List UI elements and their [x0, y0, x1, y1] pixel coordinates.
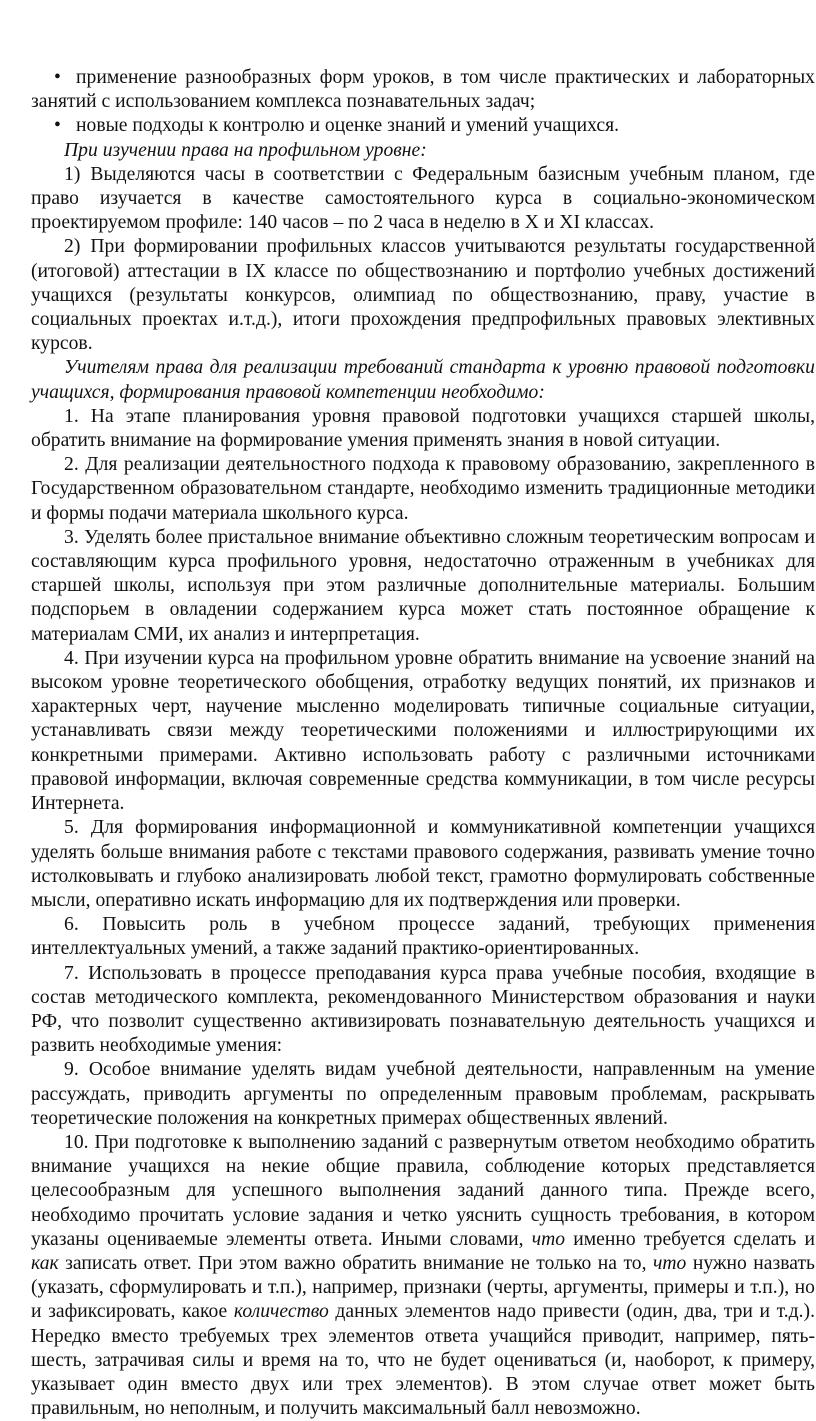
item10-text: 10. При подготовке к выполнению заданий с развернутым ответом необходимо обратить внимание учащихся на некие общие правила, соблюдение которых представляется целесообразным для успешного выполнения заданий данного типа. Прежде всего, необходимо прочитать условие задания и четко уяснить сущность требования, в котором указаны оцениваемые элементы ответа. Иными словами, — [31, 1131, 815, 1250]
teachers-heading: Учителям права для реализации требований стандарта к уровню правовой подготовки учащихся, формирования правовой компетенции необходимо: — [31, 357, 815, 403]
recommendation-4: 4. При изучении курса на профильном уровне обратить внимание на усвоение знаний на высоком уровне теоретического обобщения, отработку ведущих понятий, их признаков и характерных черт, научение мысленно моделировать типичные социальные ситуации, устанавливать связи между теоретическими положениями и иллюстрирующими их конкретными примерами. Активно использовать работу с различными источниками правовой информации, включая современные средства коммуникации, в том числе ресурсы Интернета. — [31, 647, 815, 815]
recommendation-2: 2. Для реализации деятельностного подхода к правовому образованию, закрепленного в Государственном образовательном стандарте, необходимо изменить традиционные методики и формы подачи материала школьного курса. — [31, 454, 815, 524]
profile-item-1 — [31, 163, 815, 236]
recommendation-7: 7. Использовать в процессе преподавания курса права учебные пособия, входящие в состав методического комплекта, рекомендованного Министерством образования и науки РФ, что позволит существенно активизировать познавательную деятельность учащихся и развить необходимые умения: — [31, 962, 815, 1057]
bullet-icon: • — [54, 115, 61, 137]
item10-emphasis-quantity: количество — [233, 1301, 329, 1323]
bullet-item-forms — [31, 66, 815, 114]
item10-text: записать ответ. При этом важно обратить внимание не только на то, — [58, 1252, 653, 1274]
profile-item-text: При формировании профильных классов учитываются результаты государственной (итоговой) аттестации в IX классе по обществознанию и портфолио учебных достижений учащихся (результаты конкурсов, олимпиад по обществознанию, праву, участие в социальных проектах и.т.д.), итоги прохождения предпрофильных правовых элективных курсов. — [31, 236, 815, 355]
item10-text: нужно назвать (указать, сформулировать и т.п.), например, признаки (черты, аргументы, примеры и т.п.), но и зафиксировать, какое — [31, 1252, 815, 1323]
bullet-text: новые подходы к контролю и оценке знаний и умений учащихся. — [76, 115, 620, 137]
item10-emphasis-what: что — [531, 1228, 566, 1250]
item10-emphasis-how: как — [31, 1252, 59, 1274]
bullet-item-control — [31, 114, 815, 138]
recommendation-3: 3. Уделять более пристальное внимание объективно сложным теоретическим вопросам и составляющим курса профильного уровня, недостаточно отраженным в учебниках для старшей школы, используя при этом различные дополнительные материалы. Большим подспорьем в овладении содержанием курса может стать постоянное обращение к материалам СМИ, их анализ и интерпретация. — [31, 526, 815, 645]
recommendation-9: 9. Особое внимание уделять видам учебной деятельности, направленным на умение рассуждать, приводить аргументы по определенным правовым проблемам, раскрывать теоретические положения на конкретных примерах общественных явлений. — [31, 1059, 815, 1129]
bullet-icon: • — [54, 67, 61, 88]
profile-item-number: 2) — [64, 236, 81, 258]
recommendation-5: 5. Для формирования информационной и коммуникативной компетенции учащихся уделять больше внимания работе с текстами правового содержания, развивать умение точно истолковывать и глубоко анализировать любой текст, грамотно формулировать собственные мысли, оперативно искать информацию для их подтверждения или проверки. — [31, 817, 815, 911]
item10-emphasis-what: что — [653, 1252, 687, 1274]
profile-item-2 — [31, 235, 815, 356]
profile-item-text: Выделяются часы в соответствии с Федеральным базисным учебным планом, где право изучается в качестве самостоятельного курса в социально-экономическом проектируемом профиле: 140 часов – по 2 часа в неделю в X и XI классах. — [31, 163, 815, 234]
item10-text: именно требуется сделать и — [565, 1228, 815, 1250]
profile-item-number: 1) — [64, 163, 81, 185]
recommendation-1: 1. На этапе планирования уровня правовой подготовки учащихся старшей школы, обратить внимание на формирование умения применять знания в новой ситуации. — [31, 405, 815, 452]
profile-heading: При изучении права на профильном уровне: — [64, 139, 427, 161]
bullet-text: применение разнообразных форм уроков, в том числе практических и лабораторных занятий с использованием комплекса познавательных задач; — [31, 67, 815, 113]
recommendation-6: 6. Повысить роль в учебном процессе заданий, требующих применения интеллектуальных умений, а также заданий практико-ориентированных. — [31, 914, 815, 960]
recommendation-10 — [31, 1131, 815, 1421]
item10-text: данных элементов надо привести (один, два, три и т.д.). Нередко вместо требуемых трех элементов ответа учащийся приводит, например, пять-шесть, затрачивая силы и время на то, что не будет оцениваться (и, наоборот, к примеру, указывает один вместо двух или трех элементов). В этом случае ответ может быть правильным, но неполным, и получить максимальный балл невозможно. — [31, 1301, 815, 1420]
